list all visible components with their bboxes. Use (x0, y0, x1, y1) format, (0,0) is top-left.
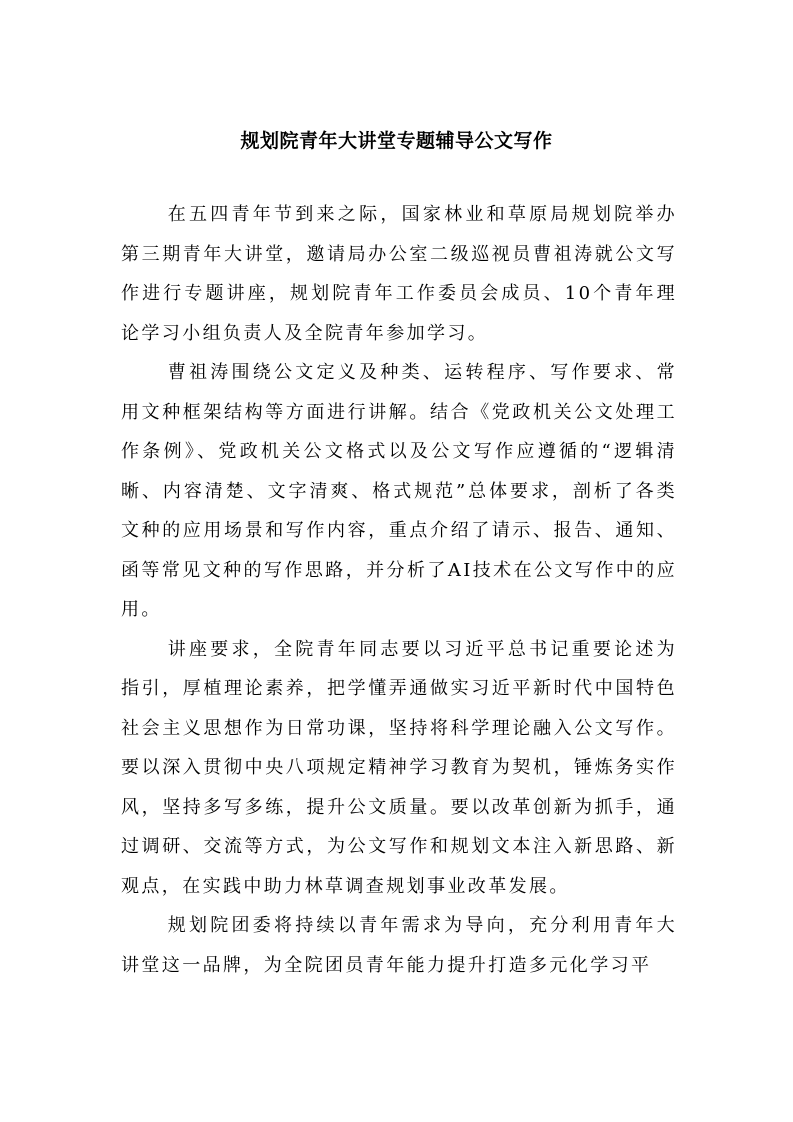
paragraph-2: 曹祖涛围绕公文定义及种类、运转程序、写作要求、常用文种框架结构等方面进行讲解。结合《党政机关公文处理工作条例》、党政机关公文格式以及公文写作应遵循的“逻辑清晰、内容清楚、文字清爽、格式规范”总体要求，剖析了各类文种的应用场景和写作内容，重点介绍了请示、报告、通知、函等常见文种的写作思路，并分析了AI技术在公文写作中的应用。 (121, 362, 677, 620)
paragraph-3: 讲座要求，全院青年同志要以习近平总书记重要论述为指引，厚植理论素养，把学懂弄通做实习近平新时代中国特色社会主义思想作为日常功课，坚持将科学理论融入公文写作。要以深入贯彻中央八项规定精神学习教育为契机，锤炼务实作风，坚持多写多练，提升公文质量。要以改革创新为抓手，通过调研、交流等方式，为公文写作和规划文本注入新思路、新观点，在实践中助力林草调查规划事业改革发展。 (121, 638, 677, 897)
paragraph-1: 在五四青年节到来之际，国家林业和草原局规划院举办第三期青年大讲堂，邀请局办公室二级巡视员曹祖涛就公文写作进行专题讲座，规划院青年工作委员会成员、10个青年理论学习小组负责人及全院青年参加学习。 (121, 204, 677, 344)
document-body (121, 195, 677, 985)
document-title: 规划院青年大讲堂专题辅导公文写作 (240, 130, 553, 152)
paragraph-4: 规划院团委将持续以青年需求为导向，充分利用青年大讲堂这一品牌，为全院团员青年能力提升打造多元化学习平 (121, 915, 677, 976)
